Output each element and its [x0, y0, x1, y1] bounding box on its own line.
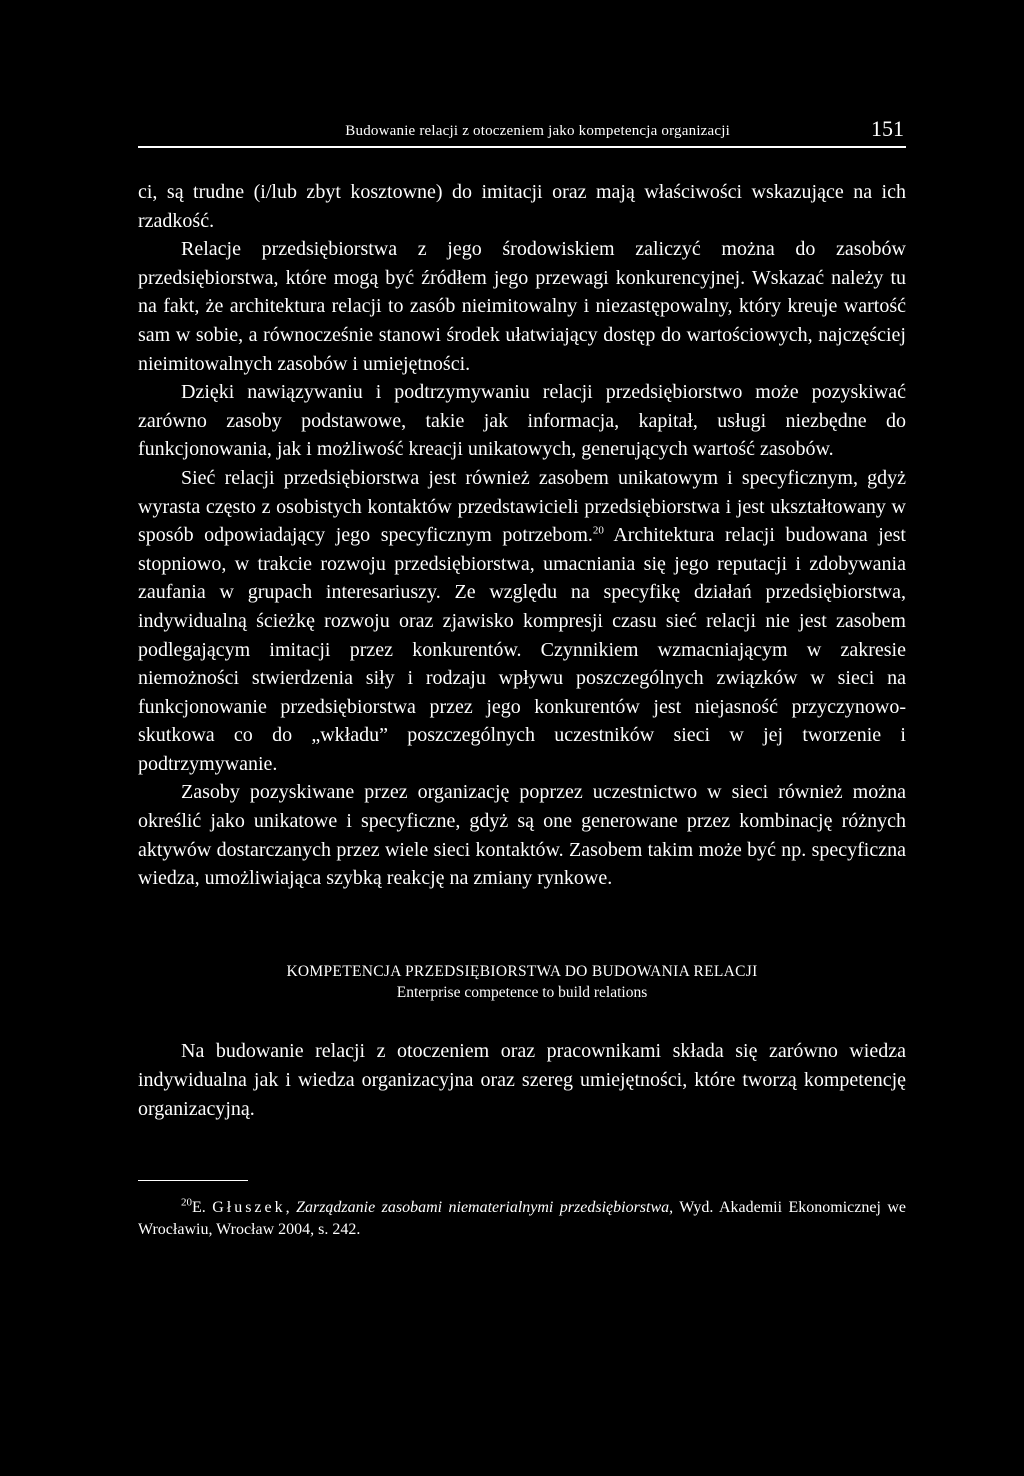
footnote-text [138, 1197, 906, 1241]
paragraph: Relacje przedsiębiorstwa z jego środowiskiem zaliczyć można do zasobów przedsiębiorstwa, które mogą być źródłem jego przewagi konkurencyjnej. Wskazać należy tu na fakt, że architektura relacji to zasób nieimitowalny i niezastępowalny, który kreuje wartość sam w sobie, a równocześnie stanowi środek ułatwiający dostęp do wartościowych, najczęściej nieimitowalnych zasobów i umiejętności. [138, 238, 906, 375]
page-number: 151 [871, 116, 904, 141]
paragraph [138, 464, 906, 779]
footnote-reference[interactable]: 20 [592, 524, 604, 537]
footnote-divider [138, 1180, 248, 1181]
running-title: Budowanie relacji z otoczeniem jako kompetencja organizacji [345, 123, 730, 139]
section-intro [138, 1037, 906, 1124]
paragraph: Na budowanie relacji z otoczeniem oraz pracownikami składa się zarówno wiedza indywidualna jak i wiedza organizacyjna oraz szereg umiejętności, które tworzą kompetencję organizacyjną. [138, 1039, 906, 1120]
footnote-number: 20 [181, 1196, 192, 1209]
footnote [138, 1197, 906, 1241]
running-header [138, 110, 906, 148]
paragraph-continuation: ci, są trudne (i/lub zbyt kosztowne) do imitacji oraz mają właściwości wskazujące na ich rzadkość. [138, 181, 906, 232]
footnote-separator: , [285, 1198, 297, 1216]
footnote-book-title: Zarządzanie zasobami niematerialnymi przedsiębiorstwa [296, 1198, 670, 1216]
paragraph-text: Architektura relacji budowana jest stopniowo, w trakcie rozwoju przedsiębiorstwa, umacniania się jego reputacji i zdobywania zaufania w grupach interesariuszy. Ze względu na specyfikę działań przedsiębiorstwa, indywidualną ścieżkę rozwoju oraz zjawisko kompresji czasu sieć relacji nie jest zasobem podlegającym imitacji przez konkurentów. Czynnikiem wzmacniającym w zakresie niemożności stwierdzenia siły i rodzaju wpływu poszczególnych związków w sieci na funkcjonowanie przedsiębiorstwa przez jego konkurentów jest niejasność przyczynowo-skutkowa co do „wkładu” poszczególnych uczestników sieci w jej tworzenie i podtrzymywanie. [138, 524, 906, 775]
footnote-publication: , Wyd. Akademii Ekonomicznej we Wrocławiu, Wrocław 2004, s. 242. [138, 1198, 906, 1238]
paragraph: Zasoby pozyskiwane przez organizację poprzez uczestnictwo w sieci również można określić jako unikatowe i specyficzne, gdyż są one generowane przez kombinację różnych aktywów dostarczanych przez wiele sieci kontaktów. Zasobem takim może być np. specyficzna wiedza, umożliwiająca szybką reakcję na zmiany rynkowe. [138, 781, 906, 890]
paragraph: Dzięki nawiązywaniu i podtrzymywaniu relacji przedsiębiorstwo może pozyskiwać zarówno zasoby podstawowe, takie jak informacja, kapitał, usługi niezbędne do funkcjonowania, jak i możliwość kreacji unikatowych, generujących wartość zasobów. [138, 381, 906, 461]
section-heading [138, 961, 906, 1003]
main-text [138, 178, 906, 893]
paragraph-text: Sieć relacji przedsiębiorstwa jest również zasobem unikatowym i specyficznym, gdyż wyrasta często z osobistych kontaktów przedstawicieli przedsiębiorstwa i jest ukształtowany w sposób odpowiadający jego specyficznym potrzebom. [138, 466, 906, 547]
footnote-author-surname: Głuszek [212, 1198, 286, 1216]
book-page [138, 110, 906, 1241]
section-subtitle: Enterprise competence to build relations [396, 983, 648, 1001]
footnote-author-initial: E. [192, 1198, 213, 1216]
section-title: KOMPETENCJA PRZEDSIĘBIORSTWA DO BUDOWANIA RELACJI [286, 962, 758, 980]
